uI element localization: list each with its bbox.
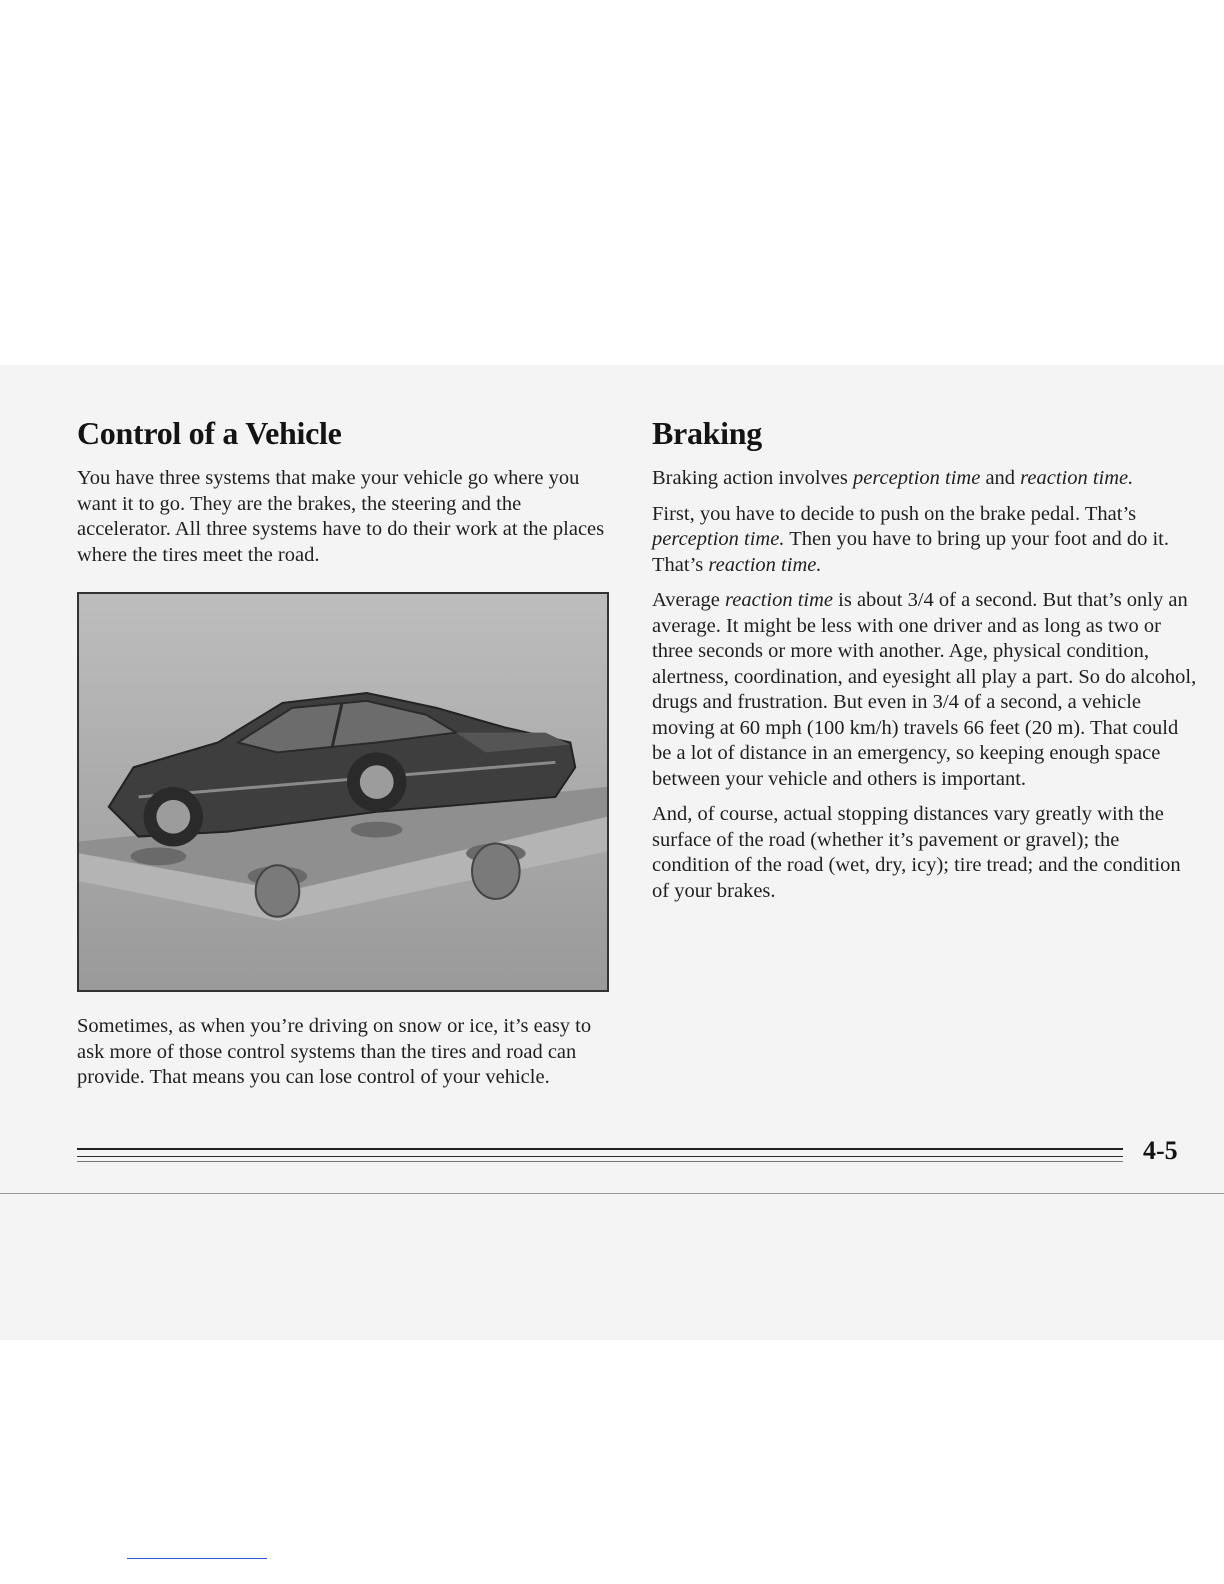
braking-paragraph-1 — [652, 466, 1197, 492]
text-run: and — [980, 467, 1021, 489]
footer-rule-hairline — [77, 1161, 1123, 1162]
section-title-control: Control of a Vehicle — [77, 415, 342, 451]
car-hubcap-rear — [360, 765, 394, 799]
text-run: Then you have to bring up your foot and do it. That’s — [652, 528, 1169, 576]
bottom-link-underline — [127, 1558, 267, 1559]
control-loss-section — [77, 1014, 617, 1101]
italic-term: reaction time — [1020, 467, 1129, 489]
text-run: is about 3/4 of a second. But that’s only an average. It might be less with one driver and as long as two or three seconds or more with another. Age, physical condition, alertness, coordination, and eyesight all play a part. So do alcohol, drugs and frustration. But even in 3/4 of a second, a vehicle moving at 60 mph (100 km/h) travels 66 feet (20 m). That could be a lot of distance in an emergency, so keeping enough space between your vehicle and others is important. — [652, 589, 1197, 790]
car-illustration — [77, 592, 609, 992]
section-title-braking: Braking — [652, 415, 762, 451]
braking-paragraph-4: And, of course, actual stopping distances vary greatly with the surface of the road (whether it’s pavement or gravel); the condition of the road (wet, dry, icy); tire tread; and the condition of your brakes. — [652, 803, 1181, 902]
under-wheel-rear — [472, 843, 520, 898]
scan-edge-line — [0, 1193, 1224, 1194]
text-run: Braking action involves — [652, 467, 853, 489]
text-run: First, you have to decide to push on the brake pedal. That’s — [652, 502, 1137, 525]
tire-patch-front-left — [131, 847, 187, 865]
braking-paragraph-3 — [652, 588, 1197, 792]
control-intro-paragraph: You have three systems that make your vehicle go where you want it to go. They are the brakes, the steering and the accelerator. All three systems have to do their work at the places where the tires meet the road. — [77, 467, 605, 566]
footer-rule-thick — [77, 1148, 1123, 1150]
footer-rule-thin — [77, 1156, 1123, 1157]
tire-patch-rear-left — [351, 822, 403, 838]
italic-term: perception time. — [652, 528, 785, 550]
car-hubcap-front — [156, 800, 190, 834]
control-of-vehicle-section — [77, 415, 617, 578]
italic-term: . — [1128, 467, 1134, 489]
under-wheel-front — [256, 865, 300, 916]
italic-term: perception time — [852, 467, 981, 489]
car-on-road-plane-image — [79, 594, 607, 990]
page-number: 4-5 — [1143, 1136, 1178, 1165]
braking-paragraph-2 — [652, 502, 1197, 579]
italic-term: reaction time — [725, 589, 834, 611]
control-loss-paragraph: Sometimes, as when you’re driving on snow or ice, it’s easy to ask more of those control systems than the tires and road can provide. That means you can lose control of your vehicle. — [77, 1015, 592, 1088]
italic-term: reaction time. — [708, 553, 822, 576]
text-run: Average — [652, 589, 726, 611]
braking-section — [652, 415, 1197, 914]
